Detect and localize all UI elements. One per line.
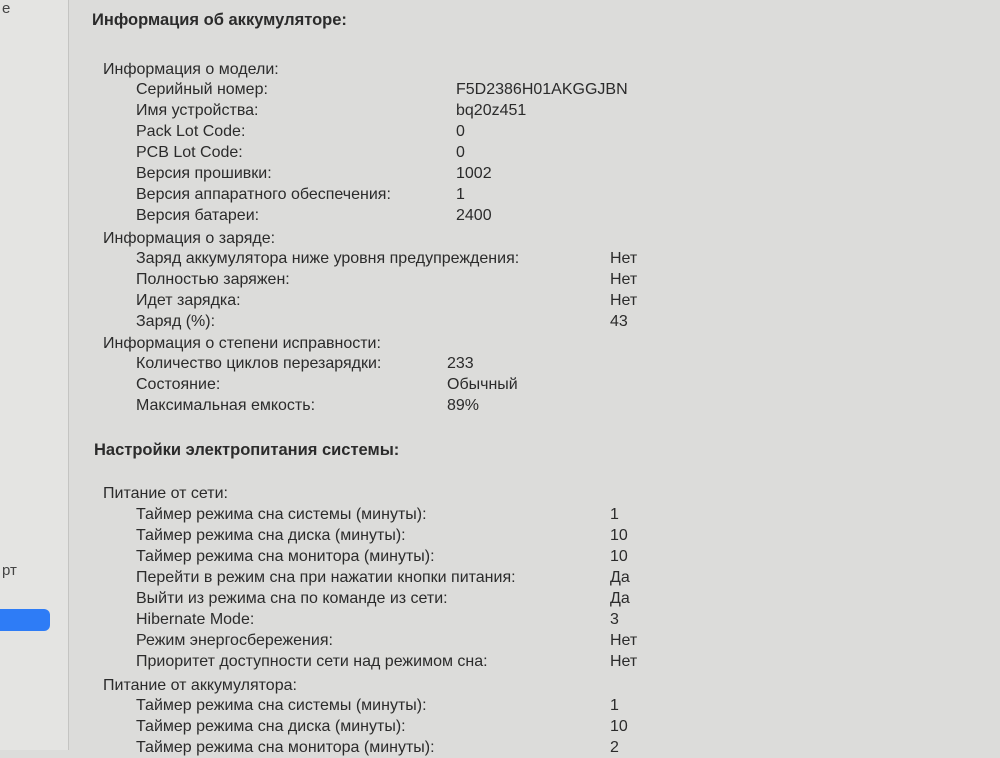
info-value: 1 (456, 186, 465, 203)
info-label: Таймер режима сна системы (минуты): (136, 697, 427, 714)
info-value: F5D2386H01AKGGJBN (456, 81, 628, 98)
info-label: Выйти из режима сна по команде из сети: (136, 590, 448, 607)
info-label: Заряд аккумулятора ниже уровня предупреждения: (136, 250, 520, 267)
sidebar-text-fragment: рт (2, 562, 17, 579)
info-label: Перейти в режим сна при нажатии кнопки питания: (136, 569, 516, 586)
battery-power-header: Питание от аккумулятора: (103, 677, 297, 694)
info-label: Таймер режима сна монитора (минуты): (136, 739, 435, 756)
info-label: Версия аппаратного обеспечения: (136, 186, 391, 203)
model-info-header: Информация о модели: (103, 61, 279, 78)
info-label: Режим энергосбережения: (136, 632, 333, 649)
sidebar-text-fragment: е (2, 0, 11, 17)
info-value: 2400 (456, 207, 492, 224)
info-label: Максимальная емкость: (136, 397, 316, 414)
ac-power-header: Питание от сети: (103, 485, 228, 502)
charge-info-header: Информация о заряде: (103, 230, 276, 247)
info-label: Имя устройства: (136, 102, 259, 119)
info-value: Нет (610, 632, 638, 649)
info-value: 1 (610, 506, 619, 523)
info-value: Да (610, 569, 630, 586)
info-value: 2 (610, 739, 619, 756)
info-label: PCB Lot Code: (136, 144, 243, 161)
info-label: Приоритет доступности сети над режимом сна: (136, 653, 488, 670)
health-info-header: Информация о степени исправности: (103, 335, 381, 352)
info-value: 10 (610, 527, 628, 544)
info-label: Таймер режима сна монитора (минуты): (136, 548, 435, 565)
power-section-title: Настройки электропитания системы: (94, 441, 400, 459)
info-value: Нет (610, 653, 638, 670)
info-value: 89% (447, 397, 480, 414)
info-value: 10 (610, 718, 628, 735)
info-value: Нет (610, 271, 638, 288)
info-label: Таймер режима сна диска (минуты): (136, 718, 406, 735)
info-value: Нет (610, 250, 638, 267)
info-label: Серийный номер: (136, 81, 268, 98)
info-value: 0 (456, 123, 465, 140)
info-value: 1002 (456, 165, 492, 182)
info-value: Нет (610, 292, 638, 309)
info-label: Количество циклов перезарядки: (136, 355, 382, 372)
info-value: 0 (456, 144, 465, 161)
info-label: Состояние: (136, 376, 221, 393)
battery-section-title: Информация об аккумуляторе: (92, 11, 347, 29)
info-label: Версия прошивки: (136, 165, 272, 182)
info-label: Таймер режима сна системы (минуты): (136, 506, 427, 523)
info-value: 233 (447, 355, 474, 372)
info-label: Версия батареи: (136, 207, 260, 224)
info-label: Заряд (%): (136, 313, 216, 330)
info-value: 1 (610, 697, 619, 714)
info-label: Hibernate Mode: (136, 611, 255, 628)
info-value: 43 (610, 313, 628, 330)
info-label: Таймер режима сна диска (минуты): (136, 527, 406, 544)
info-label: Pack Lot Code: (136, 123, 246, 140)
info-value: 3 (610, 611, 619, 628)
info-label: Идет зарядка: (136, 292, 241, 309)
info-value: Да (610, 590, 630, 607)
info-value: 10 (610, 548, 628, 565)
info-value: bq20z451 (456, 102, 527, 119)
info-label: Полностью заряжен: (136, 271, 290, 288)
info-value: Обычный (447, 376, 518, 393)
